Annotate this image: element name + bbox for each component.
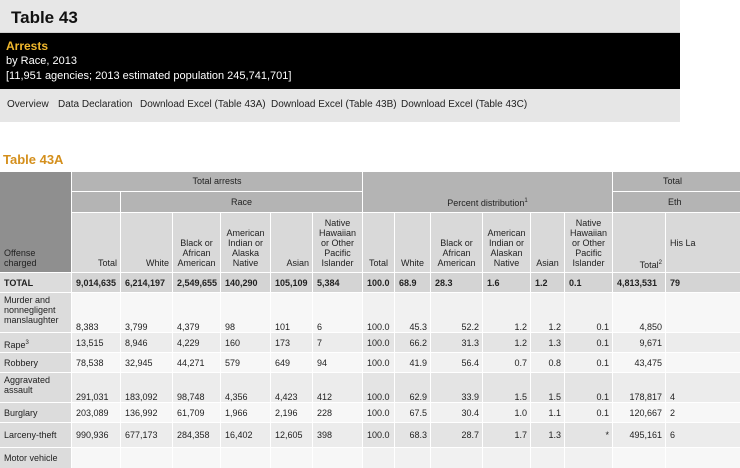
table-cell-total2 — [613, 448, 665, 468]
nav-download-43a[interactable]: Download Excel (Table 43A) — [140, 99, 266, 110]
table-cell-aian — [221, 448, 270, 468]
table-cell-p-white: 68.3 — [395, 423, 430, 447]
header-race: Race — [121, 192, 362, 212]
table-cell-asian: 173 — [271, 333, 312, 352]
table-cell-p-nhpi: 0.1 — [565, 293, 612, 332]
table-cell-total: 78,538 — [72, 353, 120, 372]
table-cell-aian: 1,966 — [221, 403, 270, 422]
table-cell-total: 203,089 — [72, 403, 120, 422]
table-cell-aian: 16,402 — [221, 423, 270, 447]
table-cell-nhpi: 5,384 — [313, 273, 362, 292]
table-cell-p-asian — [531, 448, 564, 468]
table-cell-p-total: 100.0 — [363, 423, 394, 447]
table-cell-aian: 140,290 — [221, 273, 270, 292]
table-cell-p-aian: 1.2 — [483, 293, 530, 332]
table-title: Table 43A — [3, 152, 64, 167]
arrests-table — [0, 172, 696, 463]
table-cell-total: 9,014,635 — [72, 273, 120, 292]
table-cell-p-asian: 1.3 — [531, 423, 564, 447]
header-percent-distribution: Percent distribution$^1$ — [363, 172, 612, 212]
table-cell-total2: 9,671 — [613, 333, 665, 352]
table-cell-p-total: 100.0 — [363, 373, 394, 402]
table-cell-white: 32,945 — [121, 353, 172, 372]
table-cell-total2: 4,813,531 — [613, 273, 665, 292]
table-cell-white: 6,214,197 — [121, 273, 172, 292]
table-cell-p-white: 68.9 — [395, 273, 430, 292]
table-cell-his: 4 — [666, 373, 740, 402]
header-pct-asian: Asian — [531, 213, 564, 272]
table-cell-p-aian — [483, 448, 530, 468]
table-cell-p-asian: 1.2 — [531, 273, 564, 292]
table-cell-black: 4,379 — [173, 293, 220, 332]
intro-note: [11,951 agencies; 2013 estimated population 245,741,701] — [6, 70, 292, 82]
offense-name: Larceny-theft — [0, 423, 71, 447]
table-cell-p-nhpi: 0.1 — [565, 373, 612, 402]
table-cell-his — [666, 448, 740, 468]
table-cell-total2: 178,817 — [613, 373, 665, 402]
table-cell-p-black: 31.3 — [431, 333, 482, 352]
table-cell-his — [666, 353, 740, 372]
table-cell-white: 183,092 — [121, 373, 172, 402]
table-cell-p-white: 67.5 — [395, 403, 430, 422]
table-cell-nhpi: 412 — [313, 373, 362, 402]
table-cell-p-nhpi — [565, 448, 612, 468]
table-cell-his — [666, 293, 740, 332]
table-cell-p-black: 52.2 — [431, 293, 482, 332]
table-cell-p-aian: 0.7 — [483, 353, 530, 372]
table-cell-white: 677,173 — [121, 423, 172, 447]
table-cell-p-nhpi: 0.1 — [565, 273, 612, 292]
table-cell-black: 2,549,655 — [173, 273, 220, 292]
table-cell-p-black: 28.3 — [431, 273, 482, 292]
table-cell-nhpi: 7 — [313, 333, 362, 352]
table-cell-p-nhpi: 0.1 — [565, 403, 612, 422]
table-cell-asian — [271, 448, 312, 468]
table-cell-total2: 495,161 — [613, 423, 665, 447]
table-cell-white: 3,799 — [121, 293, 172, 332]
table-cell-nhpi — [313, 448, 362, 468]
table-cell-asian: 105,109 — [271, 273, 312, 292]
table-cell-nhpi: 6 — [313, 293, 362, 332]
table-cell-p-white: 62.9 — [395, 373, 430, 402]
header-offense-charged: Offense charged — [0, 172, 71, 272]
table-cell-his: 79 — [666, 273, 740, 292]
nav-overview[interactable]: Overview — [7, 99, 49, 110]
table-cell-total2: 120,667 — [613, 403, 665, 422]
header-col-native-hawaiian: Native Hawaiian or Other Pacific Islander — [313, 213, 362, 272]
table-cell-p-asian: 1.3 — [531, 333, 564, 352]
nav-data-declaration[interactable]: Data Declaration — [58, 99, 133, 110]
table-cell-black: 284,358 — [173, 423, 220, 447]
table-cell-total — [72, 448, 120, 468]
table-cell-white: 136,992 — [121, 403, 172, 422]
table-cell-asian: 12,605 — [271, 423, 312, 447]
table-cell-total: 990,936 — [72, 423, 120, 447]
offense-name: Motor vehicle — [0, 448, 71, 468]
header-col-white: White — [121, 213, 172, 272]
offense-name: Rape$^3$ — [0, 333, 71, 352]
table-cell-his — [666, 333, 740, 352]
table-cell-white: 8,946 — [121, 333, 172, 352]
table-cell-p-total: 100.0 — [363, 353, 394, 372]
table-cell-p-total: 100.0 — [363, 403, 394, 422]
header-pct-black: Black or African American — [431, 213, 482, 272]
table-cell-total: 8,383 — [72, 293, 120, 332]
table-cell-p-aian: 1.2 — [483, 333, 530, 352]
table-cell-p-white — [395, 448, 430, 468]
table-cell-his: 6 — [666, 423, 740, 447]
table-cell-p-nhpi: 0.1 — [565, 353, 612, 372]
table-cell-p-aian: 1.5 — [483, 373, 530, 402]
table-cell-asian: 4,423 — [271, 373, 312, 402]
header-col-total-ethnicity: Total$^2$ — [613, 213, 665, 272]
table-cell-p-total: 100.0 — [363, 293, 394, 332]
title-bar — [0, 0, 680, 33]
header-total-arrests: Total arrests — [72, 172, 362, 191]
header-col-black: Black or African American — [173, 213, 220, 272]
table-cell-asian: 649 — [271, 353, 312, 372]
table-cell-black: 4,229 — [173, 333, 220, 352]
table-cell-p-white: 45.3 — [395, 293, 430, 332]
table-cell-p-aian: 1.7 — [483, 423, 530, 447]
header-blank — [72, 192, 120, 212]
header-col-total-ethnicity-footnote: 2 — [658, 260, 662, 266]
table-cell-total2: 4,850 — [613, 293, 665, 332]
table-cell-p-total — [363, 448, 394, 468]
header-ethnicity: Eth — [613, 192, 740, 212]
table-cell-p-asian: 1.2 — [531, 293, 564, 332]
table-cell-nhpi: 94 — [313, 353, 362, 372]
table-cell-nhpi: 398 — [313, 423, 362, 447]
header-pct-american-indian: American Indian or Alaskan Native — [483, 213, 530, 272]
table-cell-p-total: 100.0 — [363, 333, 394, 352]
table-cell-p-black: 28.7 — [431, 423, 482, 447]
header-pct-total: Total — [363, 213, 394, 272]
offense-name: Burglary — [0, 403, 71, 422]
table-cell-his: 2 — [666, 403, 740, 422]
header-col-american-indian: American Indian or Alaska Native — [221, 213, 270, 272]
offense-name: TOTAL — [0, 273, 71, 292]
nav-bar — [0, 89, 680, 122]
table-cell-black: 61,709 — [173, 403, 220, 422]
header-pct-white: White — [395, 213, 430, 272]
table-cell-p-total: 100.0 — [363, 273, 394, 292]
table-cell-p-aian: 1.6 — [483, 273, 530, 292]
table-cell-aian: 579 — [221, 353, 270, 372]
table-cell-p-black: 33.9 — [431, 373, 482, 402]
table-cell-p-white: 41.9 — [395, 353, 430, 372]
table-cell-p-nhpi: 0.1 — [565, 333, 612, 352]
table-cell-black: 98,748 — [173, 373, 220, 402]
nav-download-43b[interactable]: Download Excel (Table 43B) — [271, 99, 397, 110]
table-cell-asian: 101 — [271, 293, 312, 332]
table-cell-p-white: 66.2 — [395, 333, 430, 352]
offense-footnote: 3 — [25, 339, 29, 346]
table-cell-p-asian: 1.5 — [531, 373, 564, 402]
header-total-right: Total — [613, 172, 740, 191]
offense-name: Murder and nonnegligent manslaughter — [0, 293, 71, 332]
header-pct-native-hawaiian: Native Hawaiian or Other Pacific Islander — [565, 213, 612, 272]
table-cell-black — [173, 448, 220, 468]
offense-name: Robbery — [0, 353, 71, 372]
table-intro — [0, 33, 680, 89]
table-cell-p-black: 56.4 — [431, 353, 482, 372]
table-cell-p-asian: 1.1 — [531, 403, 564, 422]
header-col-asian: Asian — [271, 213, 312, 272]
table-cell-p-asian: 0.8 — [531, 353, 564, 372]
table-cell-black: 44,271 — [173, 353, 220, 372]
table-cell-aian: 4,356 — [221, 373, 270, 402]
page-title: Table 43 — [11, 8, 78, 27]
intro-subheading: by Race, 2013 — [6, 55, 77, 67]
table-cell-p-black — [431, 448, 482, 468]
table-cell-nhpi: 228 — [313, 403, 362, 422]
table-cell-p-black: 30.4 — [431, 403, 482, 422]
nav-download-43c[interactable]: Download Excel (Table 43C) — [401, 99, 528, 110]
table-cell-p-nhpi: * — [565, 423, 612, 447]
table-cell-p-aian: 1.0 — [483, 403, 530, 422]
header-col-total: Total — [72, 213, 120, 272]
table-cell-total: 13,515 — [72, 333, 120, 352]
table-cell-total2: 43,475 — [613, 353, 665, 372]
table-cell-aian: 98 — [221, 293, 270, 332]
header-percent-distribution-footnote: 1 — [524, 198, 528, 204]
header-col-hispanic: His La — [666, 213, 740, 272]
table-cell-white — [121, 448, 172, 468]
table-cell-asian: 2,196 — [271, 403, 312, 422]
table-cell-aian: 160 — [221, 333, 270, 352]
intro-heading: Arrests — [6, 39, 49, 53]
offense-name: Aggravated assault — [0, 373, 71, 402]
table-cell-total: 291,031 — [72, 373, 120, 402]
